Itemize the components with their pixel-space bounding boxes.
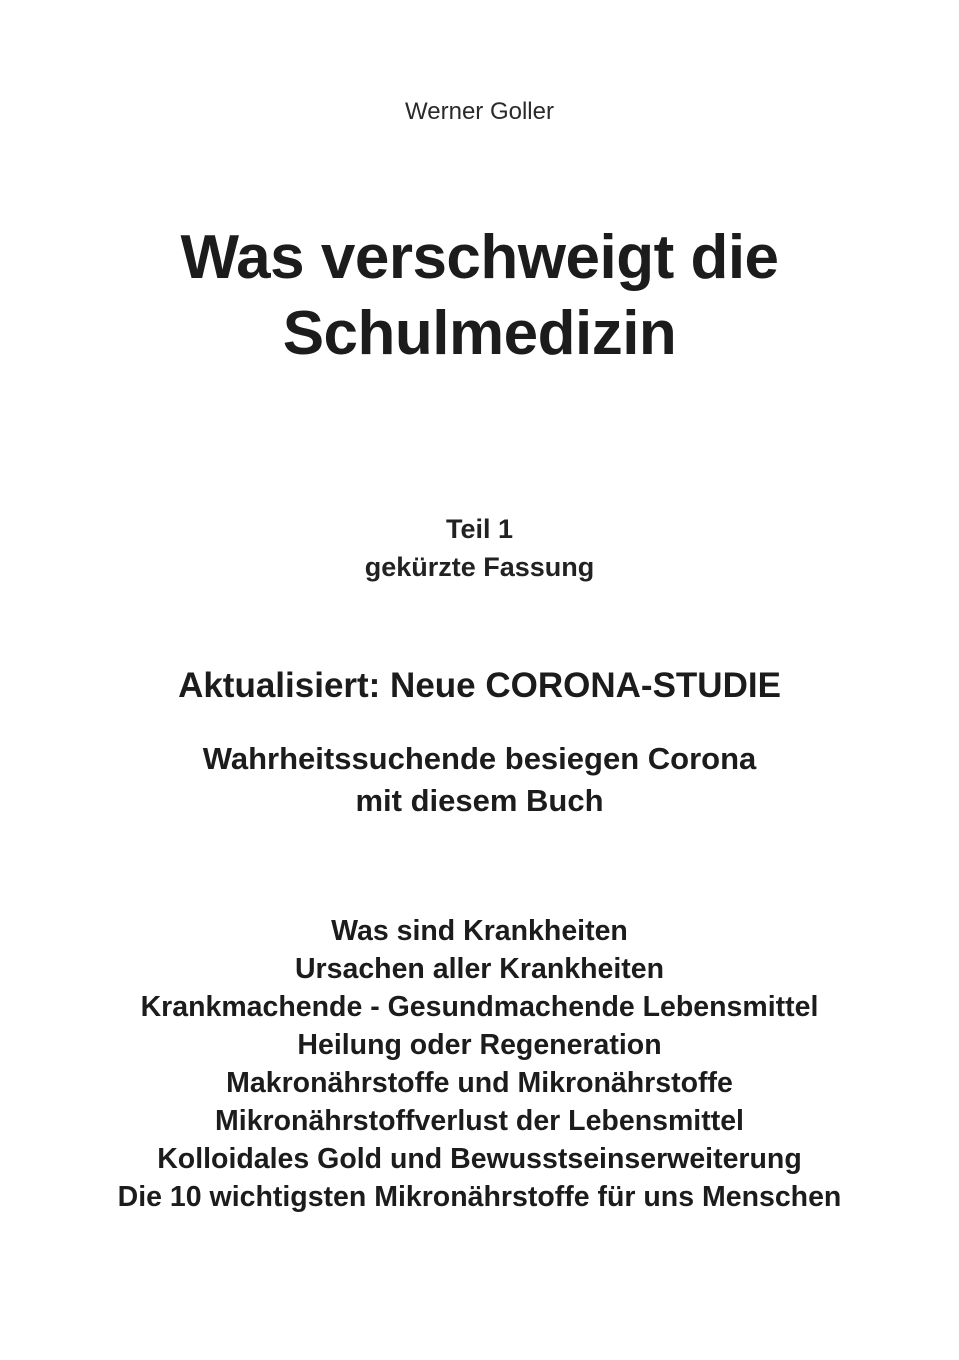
tagline xyxy=(0,738,959,822)
update-notice: Aktualisiert: Neue CORONA-STUDIE xyxy=(178,666,781,705)
topic-item: Die 10 wichtigsten Mikronährstoffe für uns Menschen xyxy=(117,1181,842,1213)
topic-item: Kolloidales Gold und Bewusstseinserweiterung xyxy=(157,1143,802,1175)
edition-note: gekürzte Fassung xyxy=(364,552,595,582)
part-number: Teil 1 xyxy=(445,514,514,544)
topic-item: Mikronährstoffverlust der Lebensmittel xyxy=(215,1105,744,1137)
part-info xyxy=(0,510,959,586)
book-title xyxy=(0,220,959,372)
author-name: Werner Goller xyxy=(405,98,554,125)
book-title-line-1: Was verschweigt die xyxy=(180,223,779,292)
tagline-line-2: mit diesem Buch xyxy=(355,783,604,818)
topic-item: Ursachen aller Krankheiten xyxy=(294,953,665,985)
topic-item: Krankmachende - Gesundmachende Lebensmittel xyxy=(140,991,819,1023)
book-title-line-2: Schulmedizin xyxy=(282,299,677,368)
tagline-line-1: Wahrheitssuchende besiegen Corona xyxy=(202,741,757,776)
topic-list xyxy=(0,912,959,1216)
topic-item: Was sind Krankheiten xyxy=(331,915,628,947)
topic-item: Heilung oder Regeneration xyxy=(297,1029,662,1061)
topic-item: Makronährstoffe und Mikronährstoffe xyxy=(226,1067,733,1099)
